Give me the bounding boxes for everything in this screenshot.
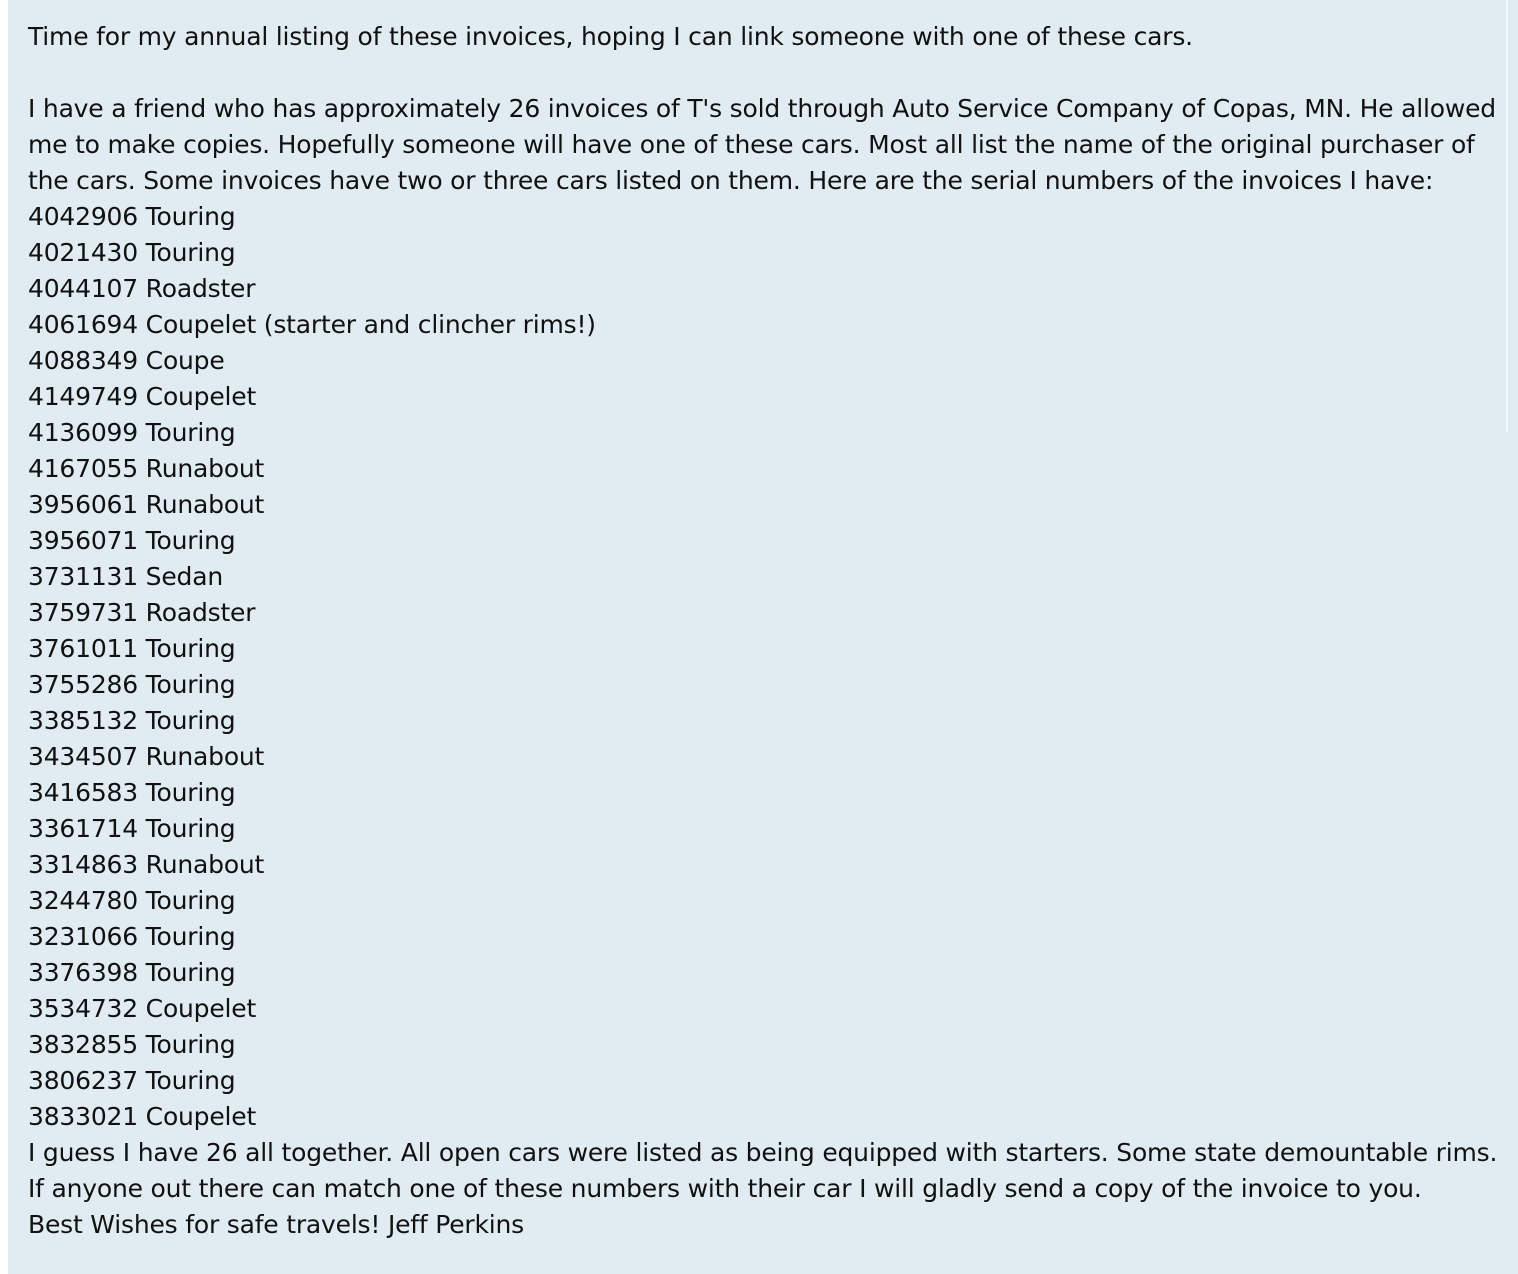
invoice-item: 3755286 Touring bbox=[28, 670, 236, 699]
invoice-item: 4088349 Coupe bbox=[28, 346, 225, 375]
invoice-item: 3956071 Touring bbox=[28, 526, 236, 555]
post-signature: Best Wishes for safe travels! Jeff Perkins bbox=[28, 1210, 524, 1239]
invoice-list bbox=[28, 199, 1498, 1135]
invoice-item: 3806237 Touring bbox=[28, 1066, 236, 1095]
invoice-item: 3534732 Coupelet bbox=[28, 994, 257, 1023]
invoice-item: 3244780 Touring bbox=[28, 886, 236, 915]
invoice-item: 3731131 Sedan bbox=[28, 562, 223, 591]
invoice-item: 4042906 Touring bbox=[28, 202, 236, 231]
forum-post bbox=[8, 0, 1518, 1274]
invoice-item: 3361714 Touring bbox=[28, 814, 236, 843]
invoice-item: 4021430 Touring bbox=[28, 238, 236, 267]
invoice-item: 3385132 Touring bbox=[28, 706, 236, 735]
invoice-item: 3231066 Touring bbox=[28, 922, 236, 951]
post-paragraph: I have a friend who has approximately 26 invoices of T's sold through Auto Service Company of Copas, MN. He allowed me to make copies. Hopefully someone will have one of these cars. Most all list the name of the original purchaser of the cars. Some invoices have two or three cars listed on them. Here are the serial numbers of the invoices I have: bbox=[28, 94, 1504, 195]
invoice-item: 3376398 Touring bbox=[28, 958, 236, 987]
invoice-item: 4167055 Runabout bbox=[28, 454, 265, 483]
invoice-item: 3759731 Roadster bbox=[28, 598, 256, 627]
invoice-item: 4044107 Roadster bbox=[28, 274, 256, 303]
invoice-item: 3832855 Touring bbox=[28, 1030, 236, 1059]
invoice-item: 4149749 Coupelet bbox=[28, 382, 257, 411]
invoice-item: 3833021 Coupelet bbox=[28, 1102, 257, 1131]
invoice-item: 3434507 Runabout bbox=[28, 742, 265, 771]
invoice-item: 4061694 Coupelet (starter and clincher rims!) bbox=[28, 310, 596, 339]
invoice-item: 3956061 Runabout bbox=[28, 490, 265, 519]
invoice-item: 3416583 Touring bbox=[28, 778, 236, 807]
invoice-item: 3761011 Touring bbox=[28, 634, 236, 663]
invoice-item: 4136099 Touring bbox=[28, 418, 236, 447]
post-closing: I guess I have 26 all together. All open cars were listed as being equipped with starters. Some state demountable rims. If anyone out there can match one of these numbers with their car I will gladly send a copy of the invoice to you. bbox=[28, 1138, 1505, 1203]
scrollbar-edge[interactable] bbox=[1506, 0, 1508, 432]
invoice-item: 3314863 Runabout bbox=[28, 850, 265, 879]
post-intro: Time for my annual listing of these invoices, hoping I can link someone with one of these cars. bbox=[28, 22, 1193, 51]
post-body bbox=[28, 19, 1505, 1243]
